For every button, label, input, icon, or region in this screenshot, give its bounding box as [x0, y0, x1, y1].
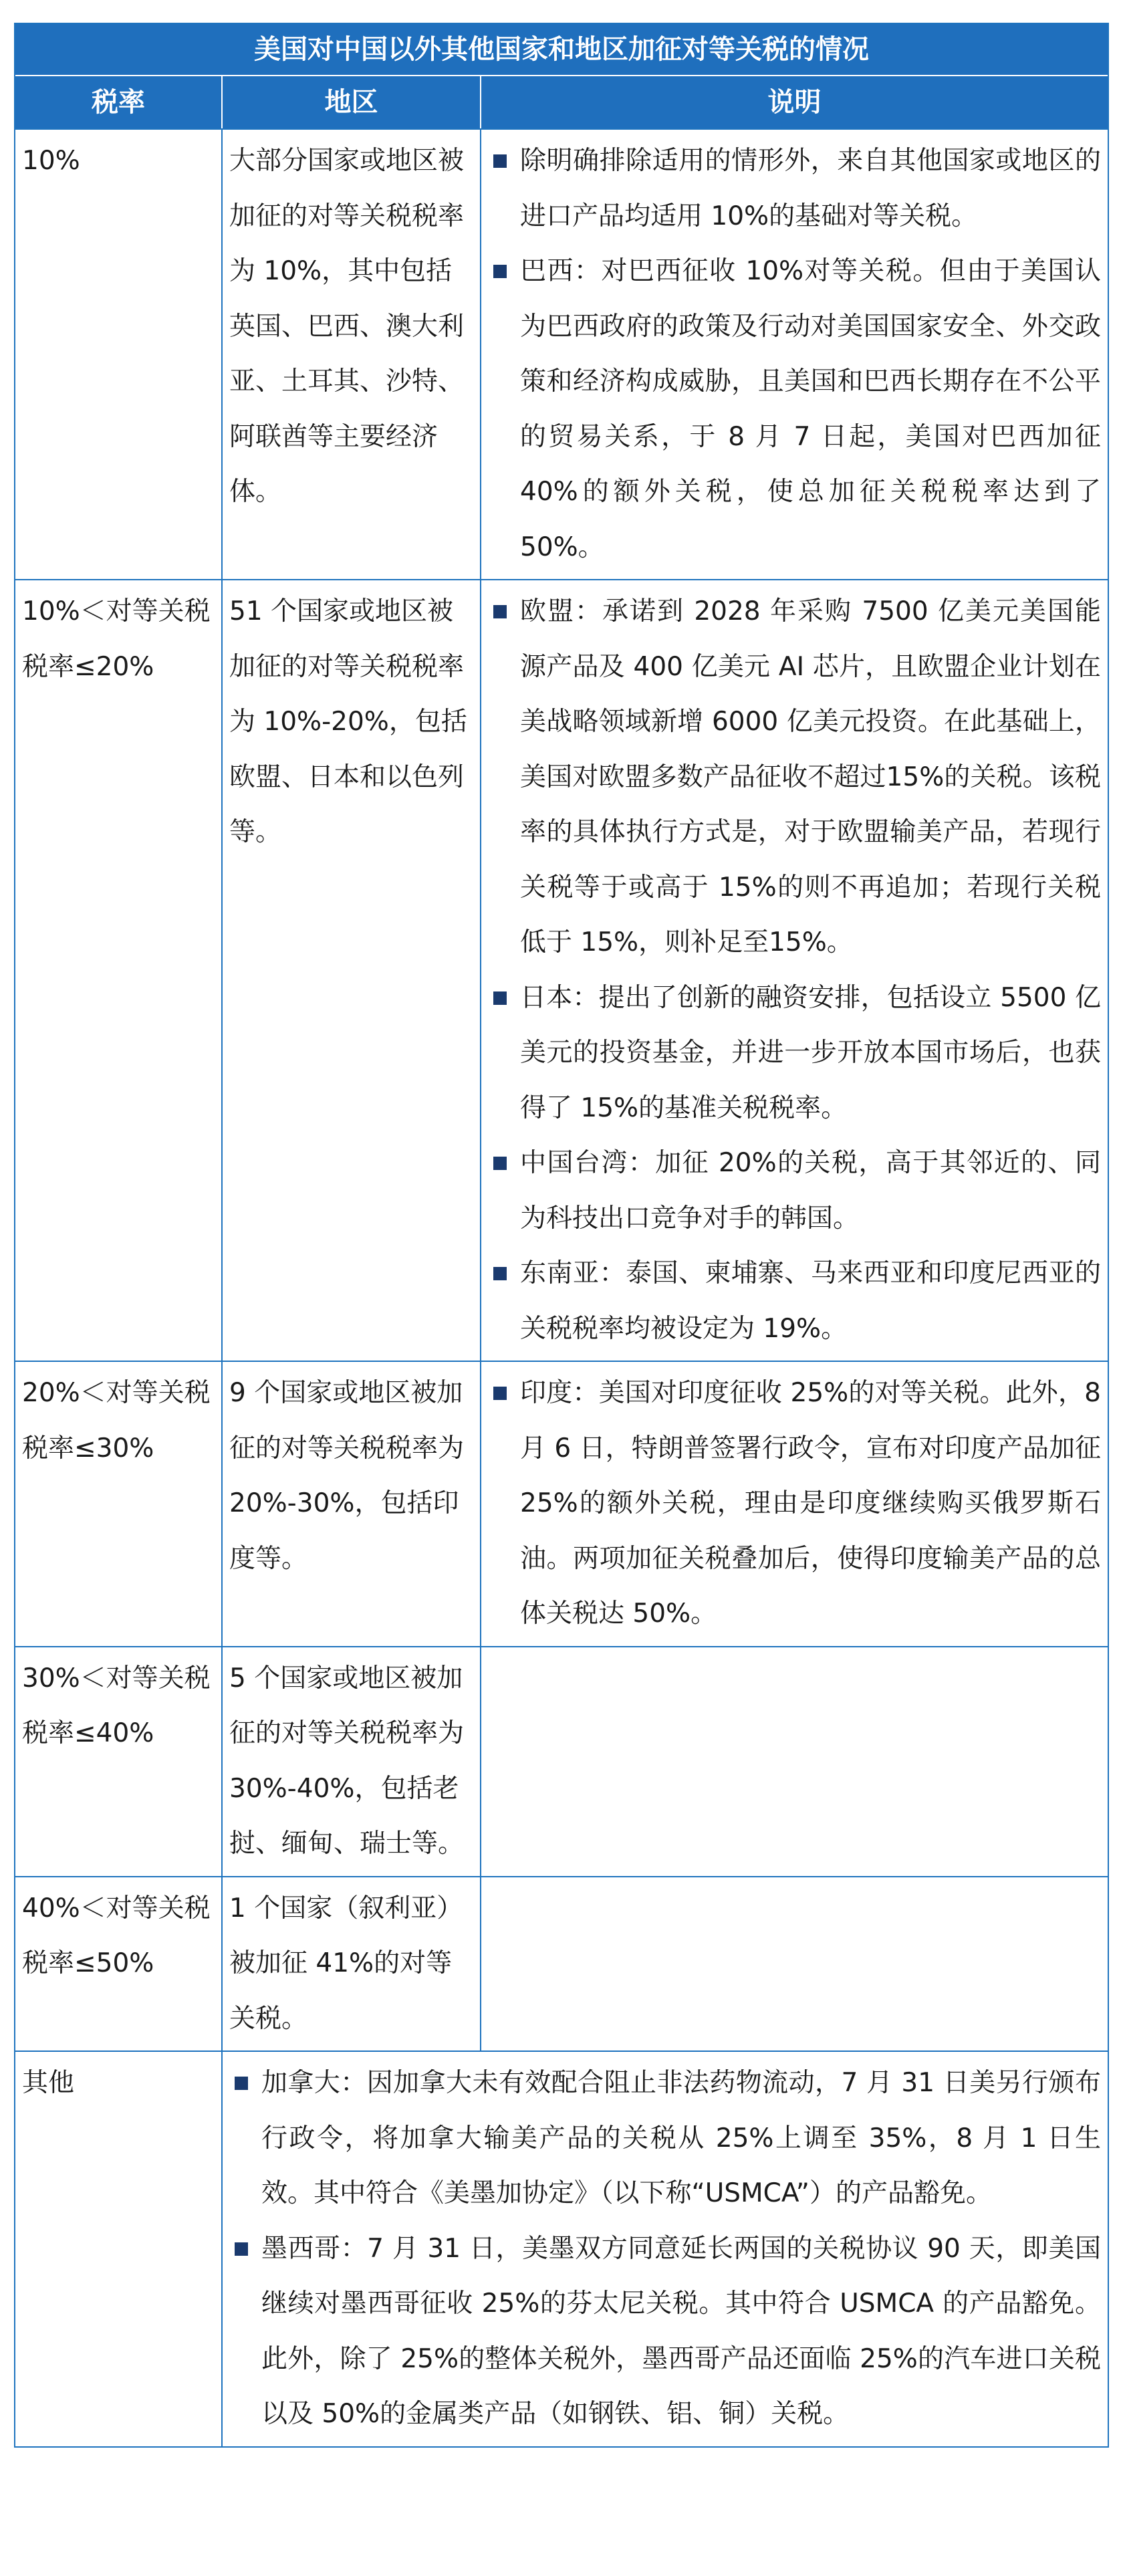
region-cell: 1 个国家（叙利亚）被加征 41%的对等关税。 [223, 1877, 481, 2051]
header-region: 地区 [223, 76, 481, 128]
table-row [15, 128, 1108, 579]
notes-cell [481, 580, 1108, 1361]
header-notes: 说明 [767, 87, 822, 118]
table-row [15, 1876, 1108, 2051]
region-cell: 5 个国家或地区被加征的对等关税税率为 30%-40%，包括老挝、缅甸、瑞士等。 [223, 1647, 481, 1876]
region-cell: 51 个国家或地区被加征的对等关税税率为 10%-20%，包括欧盟、日本和以色列等。 [223, 580, 481, 1361]
notes-cell [481, 1647, 1108, 1876]
table-row [15, 579, 1108, 1361]
table-row [15, 1646, 1108, 1876]
rate-cell: 10%＜对等关税税率≤20% [15, 580, 223, 1361]
notes-cell [223, 2052, 1108, 2446]
header-rate: 税率 [15, 76, 223, 128]
table-title: 美国对中国以外其他国家和地区加征对等关税的情况 [15, 24, 1108, 76]
note-item: 除明确排除适用的情形外，来自其他国家或地区的进口产品均适用 10%的基础对等关税。 [488, 134, 1101, 244]
notes-cell [481, 1362, 1108, 1646]
table-header [15, 76, 1108, 128]
notes-cell [481, 130, 1108, 579]
rate-cell: 40%＜对等关税税率≤50% [15, 1877, 223, 2051]
note-item: 欧盟：承诺到 2028 年采购 7500 亿美元美国能源产品及 400 亿美元 AI 芯片，且欧盟企业计划在美战略领域新增 6000 亿美元投资。在此基础上，美国对欧盟多数产品征收不超过15%的关税。该税率的具体执行方式是，对于欧盟输美产品，若现行关税等于或高于 15%的则不再追加；若现行关税低于 15%，则补足至15%。 [488, 584, 1101, 971]
note-item: 中国台湾：加征 20%的关税，高于其邻近的、同为科技出口竞争对手的韩国。 [488, 1136, 1101, 1246]
note-item: 印度：美国对印度征收 25%的对等关税。此外，8 月 6 日，特朗普签署行政令，宣布对印度产品加征 25%的额外关税，理由是印度继续购买俄罗斯石油。两项加征关税叠加后，使得印度输美产品的总体关税达 50%。 [488, 1366, 1101, 1642]
table-row [15, 2051, 1108, 2446]
note-item: 巴西：对巴西征收 10%对等关税。但由于美国认为巴西政府的政策及行动对美国国家安全、外交政策和经济构成威胁，且美国和巴西长期存在不公平的贸易关系，于 8 月 7 日起，美国对巴西加征 40%的额外关税，使总加征关税税率达到了 50%。 [488, 244, 1101, 575]
rate-cell: 10% [15, 130, 223, 579]
note-item: 加拿大：因加拿大未有效配合阻止非法药物流动，7 月 31 日美另行颁布行政令，将加拿大输美产品的关税从 25%上调至 35%，8 月 1 日生效。其中符合《美墨加协定》（以下称“USMCA”）的产品豁免。 [229, 2056, 1101, 2222]
tariff-table [14, 23, 1109, 2448]
table-row [15, 1361, 1108, 1646]
note-item: 墨西哥：7 月 31 日，美墨双方同意延长两国的关税协议 90 天，即美国继续对墨西哥征收 25%的芬太尼关税。其中符合 USMCA 的产品豁免。此外，除了 25%的整体关税外，墨西哥产品还面临 25%的汽车进口关税以及 50%的金属类产品（如钢铁、铝、铜）关税。 [229, 2222, 1101, 2442]
note-item: 东南亚：泰国、柬埔寨、马来西亚和印度尼西亚的关税税率均被设定为 19%。 [488, 1246, 1101, 1357]
rate-cell: 20%＜对等关税税率≤30% [15, 1362, 223, 1646]
rate-cell: 其他 [15, 2052, 223, 2446]
region-cell: 9 个国家或地区被加征的对等关税税率为 20%-30%，包括印度等。 [223, 1362, 481, 1646]
rate-cell: 30%＜对等关税税率≤40% [15, 1647, 223, 1876]
notes-cell [481, 1877, 1108, 2051]
note-item: 日本：提出了创新的融资安排，包括设立 5500 亿美元的投资基金，并进一步开放本国市场后，也获得了 15%的基准关税税率。 [488, 971, 1101, 1137]
region-cell: 大部分国家或地区被加征的对等关税税率为 10%，其中包括英国、巴西、澳大利亚、土耳其、沙特、阿联酋等主要经济体。 [223, 130, 481, 579]
